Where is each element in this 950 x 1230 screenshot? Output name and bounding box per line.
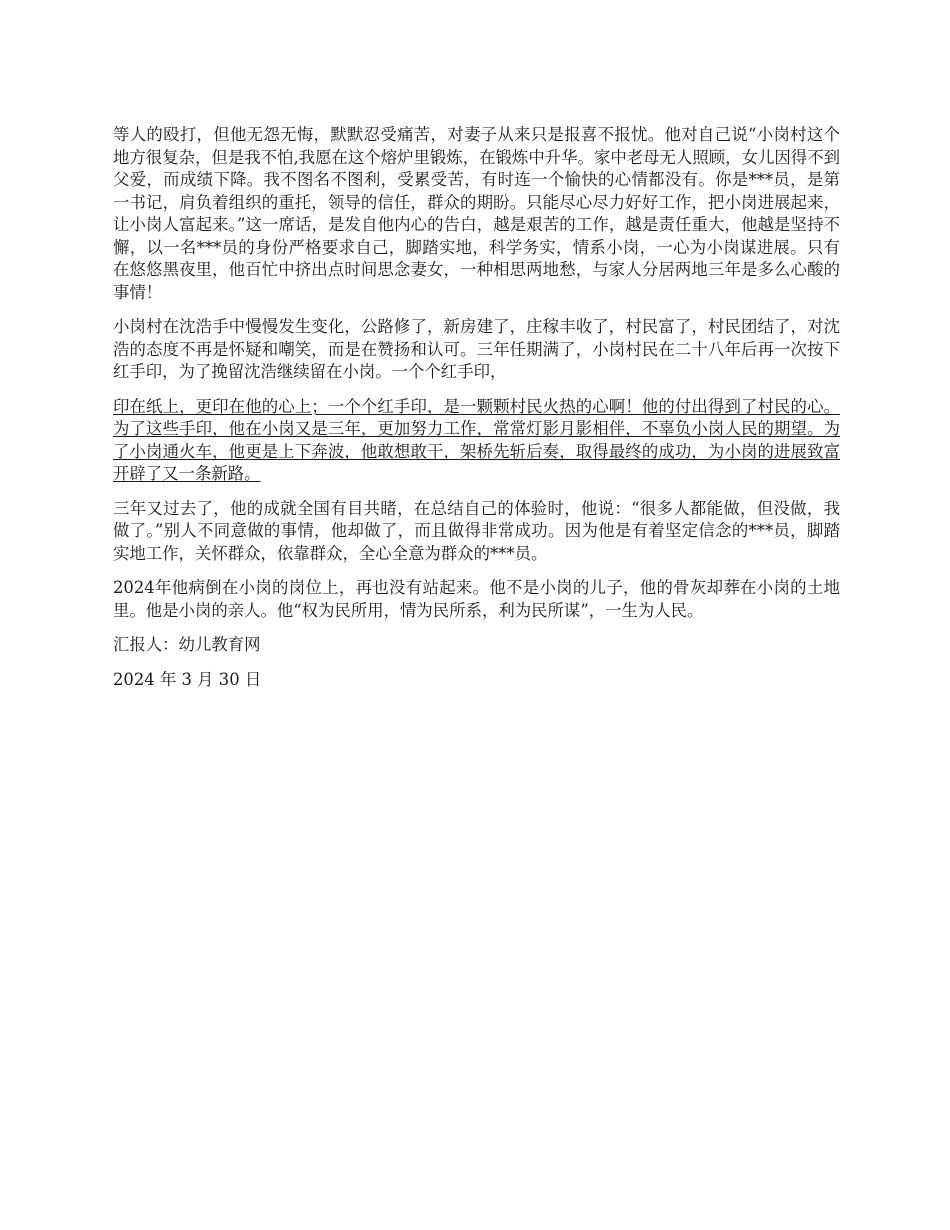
reporter-line: 汇报人：幼儿教育网 (113, 635, 261, 654)
paragraph-2: 小岗村在沈浩手中慢慢发生变化，公路修了，新房建了，庄稼丰收了，村民富了，村民团结了，对沈浩的态度不再是怀疑和嘲笑，而是在赞扬和认可。三年任期满了，小岗村民在二十八年后再一次按下红手印，为了挽留沈浩继续留在小岗。一个个红手印， (113, 317, 840, 381)
paragraph-5: 2024年他病倒在小岗的岗位上，再也没有站起来。他不是小岗的儿子，他的骨灰却葬在小岗的土地里。他是小岗的亲人。他“权为民所用，情为民所系，利为民所谋”，一生为人民。 (113, 578, 840, 620)
paragraph-3-underlined: 印在纸上，更印在他的心上；一个个红手印，是一颗颗村民火热的心啊！他的付出得到了村民的心。为了这些手印，他在小岗又是三年，更加努力工作，常常灯影月影相伴，不辜负小岗人民的期望。为了小岗通火车，他更是上下奔波，他敢想敢干，架桥先斩后奏，取得最终的成功，为小岗的进展致富开辟了又一条新路。 (113, 396, 840, 483)
paragraph-1: 等人的殴打，但他无怨无悔，默默忍受痛苦，对妻子从来只是报喜不报忧。他对自己说“小岗村这个地方很复杂，但是我不怕,我愿在这个熔炉里锻炼，在锻炼中升华。家中老母无人照顾，女儿因得不到父爱，而成绩下降。我不图名不图利，受累受苦，有时连一个愉快的心情都没有。你是***员，是第一书记，肩负着组织的重托，领导的信任，群众的期盼。只能尽心尽力好好工作，把小岗进展起来，让小岗人富起来。”这一席话，是发自他内心的告白，越是艰苦的工作，越是责任重大，他越是坚持不懈，以一名***员的身份严格要求自己，脚踏实地，科学务实，情系小岗，一心为小岗谋进展。只有在悠悠黑夜里，他百忙中挤出点时间思念妻女，一种相思两地愁，与家人分居两地三年是多么心酸的事情！ (113, 125, 840, 302)
document-page (113, 124, 840, 703)
paragraph-4: 三年又过去了，他的成就全国有目共睹，在总结自己的体验时，他说：“很多人都能做，但没做，我做了。”别人不同意做的事情，他却做了，而且做得非常成功。因为他是有着坚定信念的***员，脚踏实地工作，关怀群众，依靠群众，全心全意为群众的***员。 (113, 498, 840, 563)
date-line: 2024 年 3 月 30 日 (113, 669, 262, 689)
